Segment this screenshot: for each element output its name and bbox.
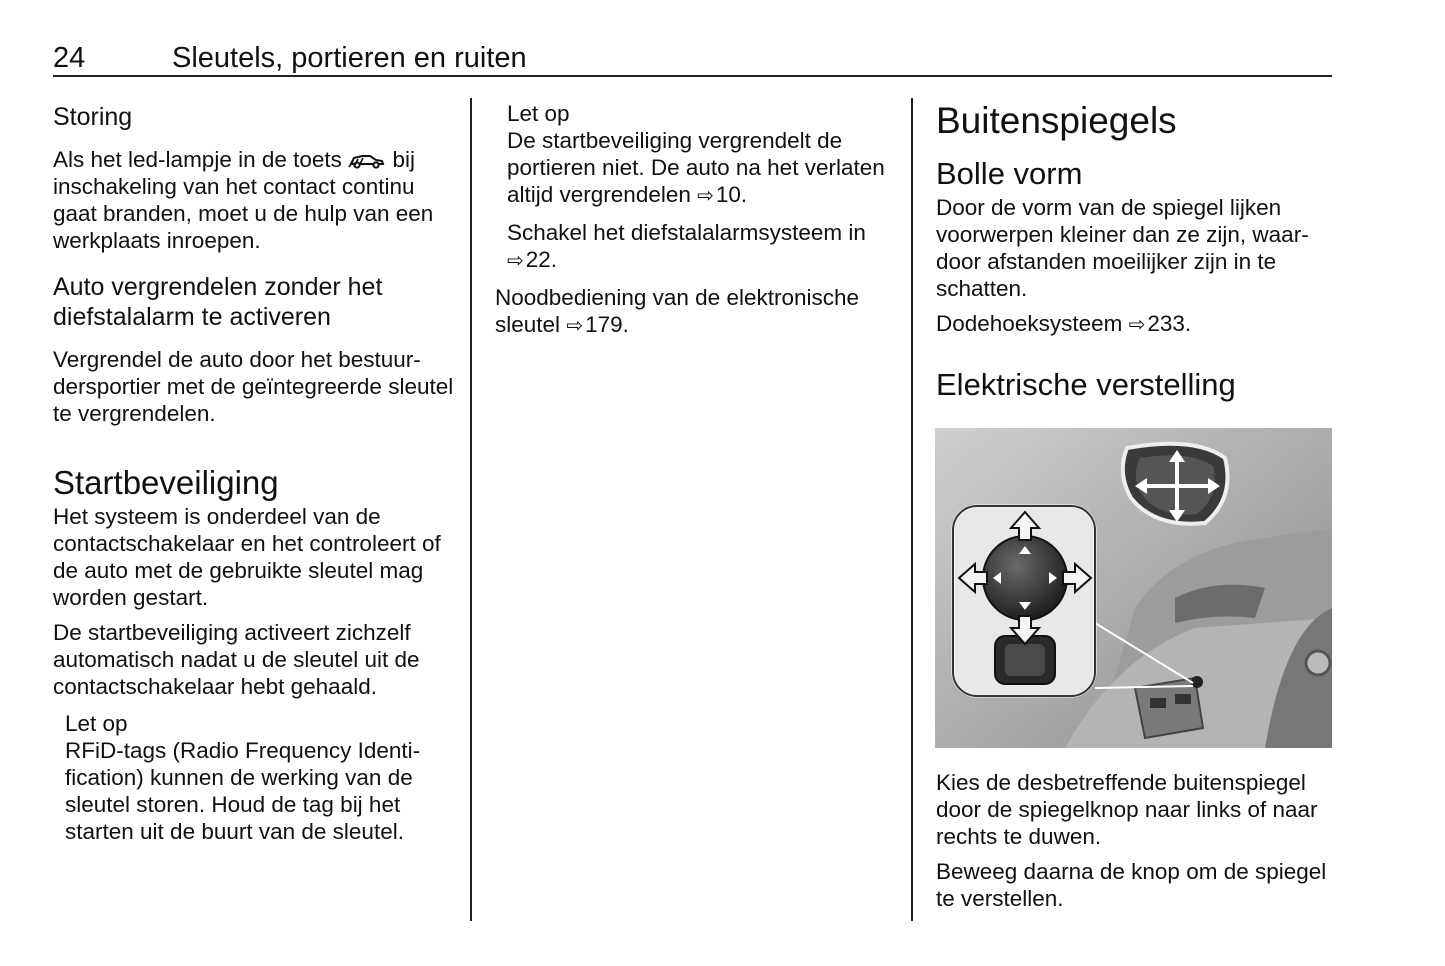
dodehoek-paragraph bbox=[936, 310, 1336, 339]
auto-lock-heading-line1: Auto vergrendelen zonder het bbox=[53, 273, 383, 301]
note-p2-text: Schakel het diefstalalarmsysteem in bbox=[507, 220, 866, 245]
auto-lock-paragraph: Vergrendel de auto door het bestuurdersportier met de geïntegreerde sleutel te vergrendelen. bbox=[53, 347, 454, 426]
column-1 bbox=[53, 102, 458, 845]
dodehoek-text: Dodehoeksysteem bbox=[936, 311, 1123, 336]
note-startbeveiliging bbox=[495, 100, 895, 275]
auto-lock-heading-line2: diefstalalarm te activeren bbox=[53, 303, 331, 331]
page-reference-icon: ⇨ bbox=[566, 315, 584, 337]
elektrische-paragraph-2: Beweeg daarna de knop om de spiegel te verstellen. bbox=[936, 859, 1327, 911]
column-2 bbox=[495, 100, 895, 340]
note-paragraph-2 bbox=[507, 219, 895, 275]
page-reference[interactable]: 10. bbox=[715, 182, 748, 207]
column-divider-1 bbox=[470, 98, 472, 921]
mirror-switch-illustration bbox=[935, 428, 1332, 748]
header-divider bbox=[53, 75, 1332, 77]
note-paragraph-1 bbox=[507, 127, 895, 210]
bolle-vorm-paragraph: Door de vorm van de spiegel lijken voorwerpen kleiner dan ze zijn, waardoor afstanden moeilijker zijn in te schatten. bbox=[936, 195, 1309, 301]
page-reference[interactable]: 179. bbox=[585, 312, 629, 337]
page-reference-icon: ⇨ bbox=[507, 250, 524, 272]
note-p1-text: De startbeveiliging vergrendelt de portieren niet. De auto na het verlaten altijd vergrendelen bbox=[507, 128, 885, 207]
chapter-title: Sleutels, portieren en ruiten bbox=[172, 42, 527, 74]
elektrische-verstelling-heading: Elektrische verstelling bbox=[936, 367, 1236, 402]
storing-paragraph bbox=[53, 146, 458, 254]
column-3 bbox=[936, 100, 1336, 403]
page-reference-icon: ⇨ bbox=[1128, 314, 1146, 336]
elektrische-paragraph-1: Kies de desbetreffende buitenspiegel door de spiegelknop naar links of naar rechts te duwen. bbox=[936, 770, 1318, 849]
car-lock-icon bbox=[348, 151, 386, 169]
startbeveiliging-paragraph-1: Het systeem is onderdeel van de contactschakelaar en het controleert of de auto met de gebruikte sleutel mag worden gestart. bbox=[53, 504, 441, 610]
emergency-text: Noodbediening van de elektronische sleutel bbox=[495, 285, 860, 337]
column-3-lower bbox=[936, 769, 1336, 912]
startbeveiliging-heading: Startbeveiliging bbox=[53, 464, 279, 501]
page-reference-icon: ⇨ bbox=[697, 185, 714, 207]
bolle-vorm-heading: Bolle vorm bbox=[936, 156, 1083, 191]
note-title: Let op bbox=[65, 711, 128, 736]
storing-heading: Storing bbox=[53, 103, 133, 131]
buitenspiegels-heading: Buitenspiegels bbox=[936, 100, 1177, 141]
page-number: 24 bbox=[53, 42, 86, 74]
column-divider-2 bbox=[911, 98, 913, 921]
auto-lock-heading bbox=[53, 272, 458, 332]
note-title: Let op bbox=[507, 101, 570, 126]
page-reference[interactable]: 233. bbox=[1147, 311, 1192, 336]
note-rfid bbox=[53, 710, 458, 845]
storing-text-a: Als het led-lampje in de toets bbox=[53, 147, 342, 172]
startbeveiliging-paragraph-2: De startbeveiliging activeert zichzelf automatisch nadat u de sleutel uit de contactschakelaar hebt gehaald. bbox=[53, 620, 420, 699]
emergency-operation-paragraph bbox=[495, 284, 895, 340]
storing-text-b: bij inschakeling van het contact continu gaat branden, moet u de hulp van een werkplaats inroepen. bbox=[53, 147, 434, 253]
page-reference[interactable]: 22. bbox=[525, 247, 558, 272]
note-text: RFiD-tags (Radio Frequency Identification) kunnen de werking van de sleutel storen. Houd de tag bij het starten uit de buurt van de sleutel. bbox=[65, 738, 421, 844]
